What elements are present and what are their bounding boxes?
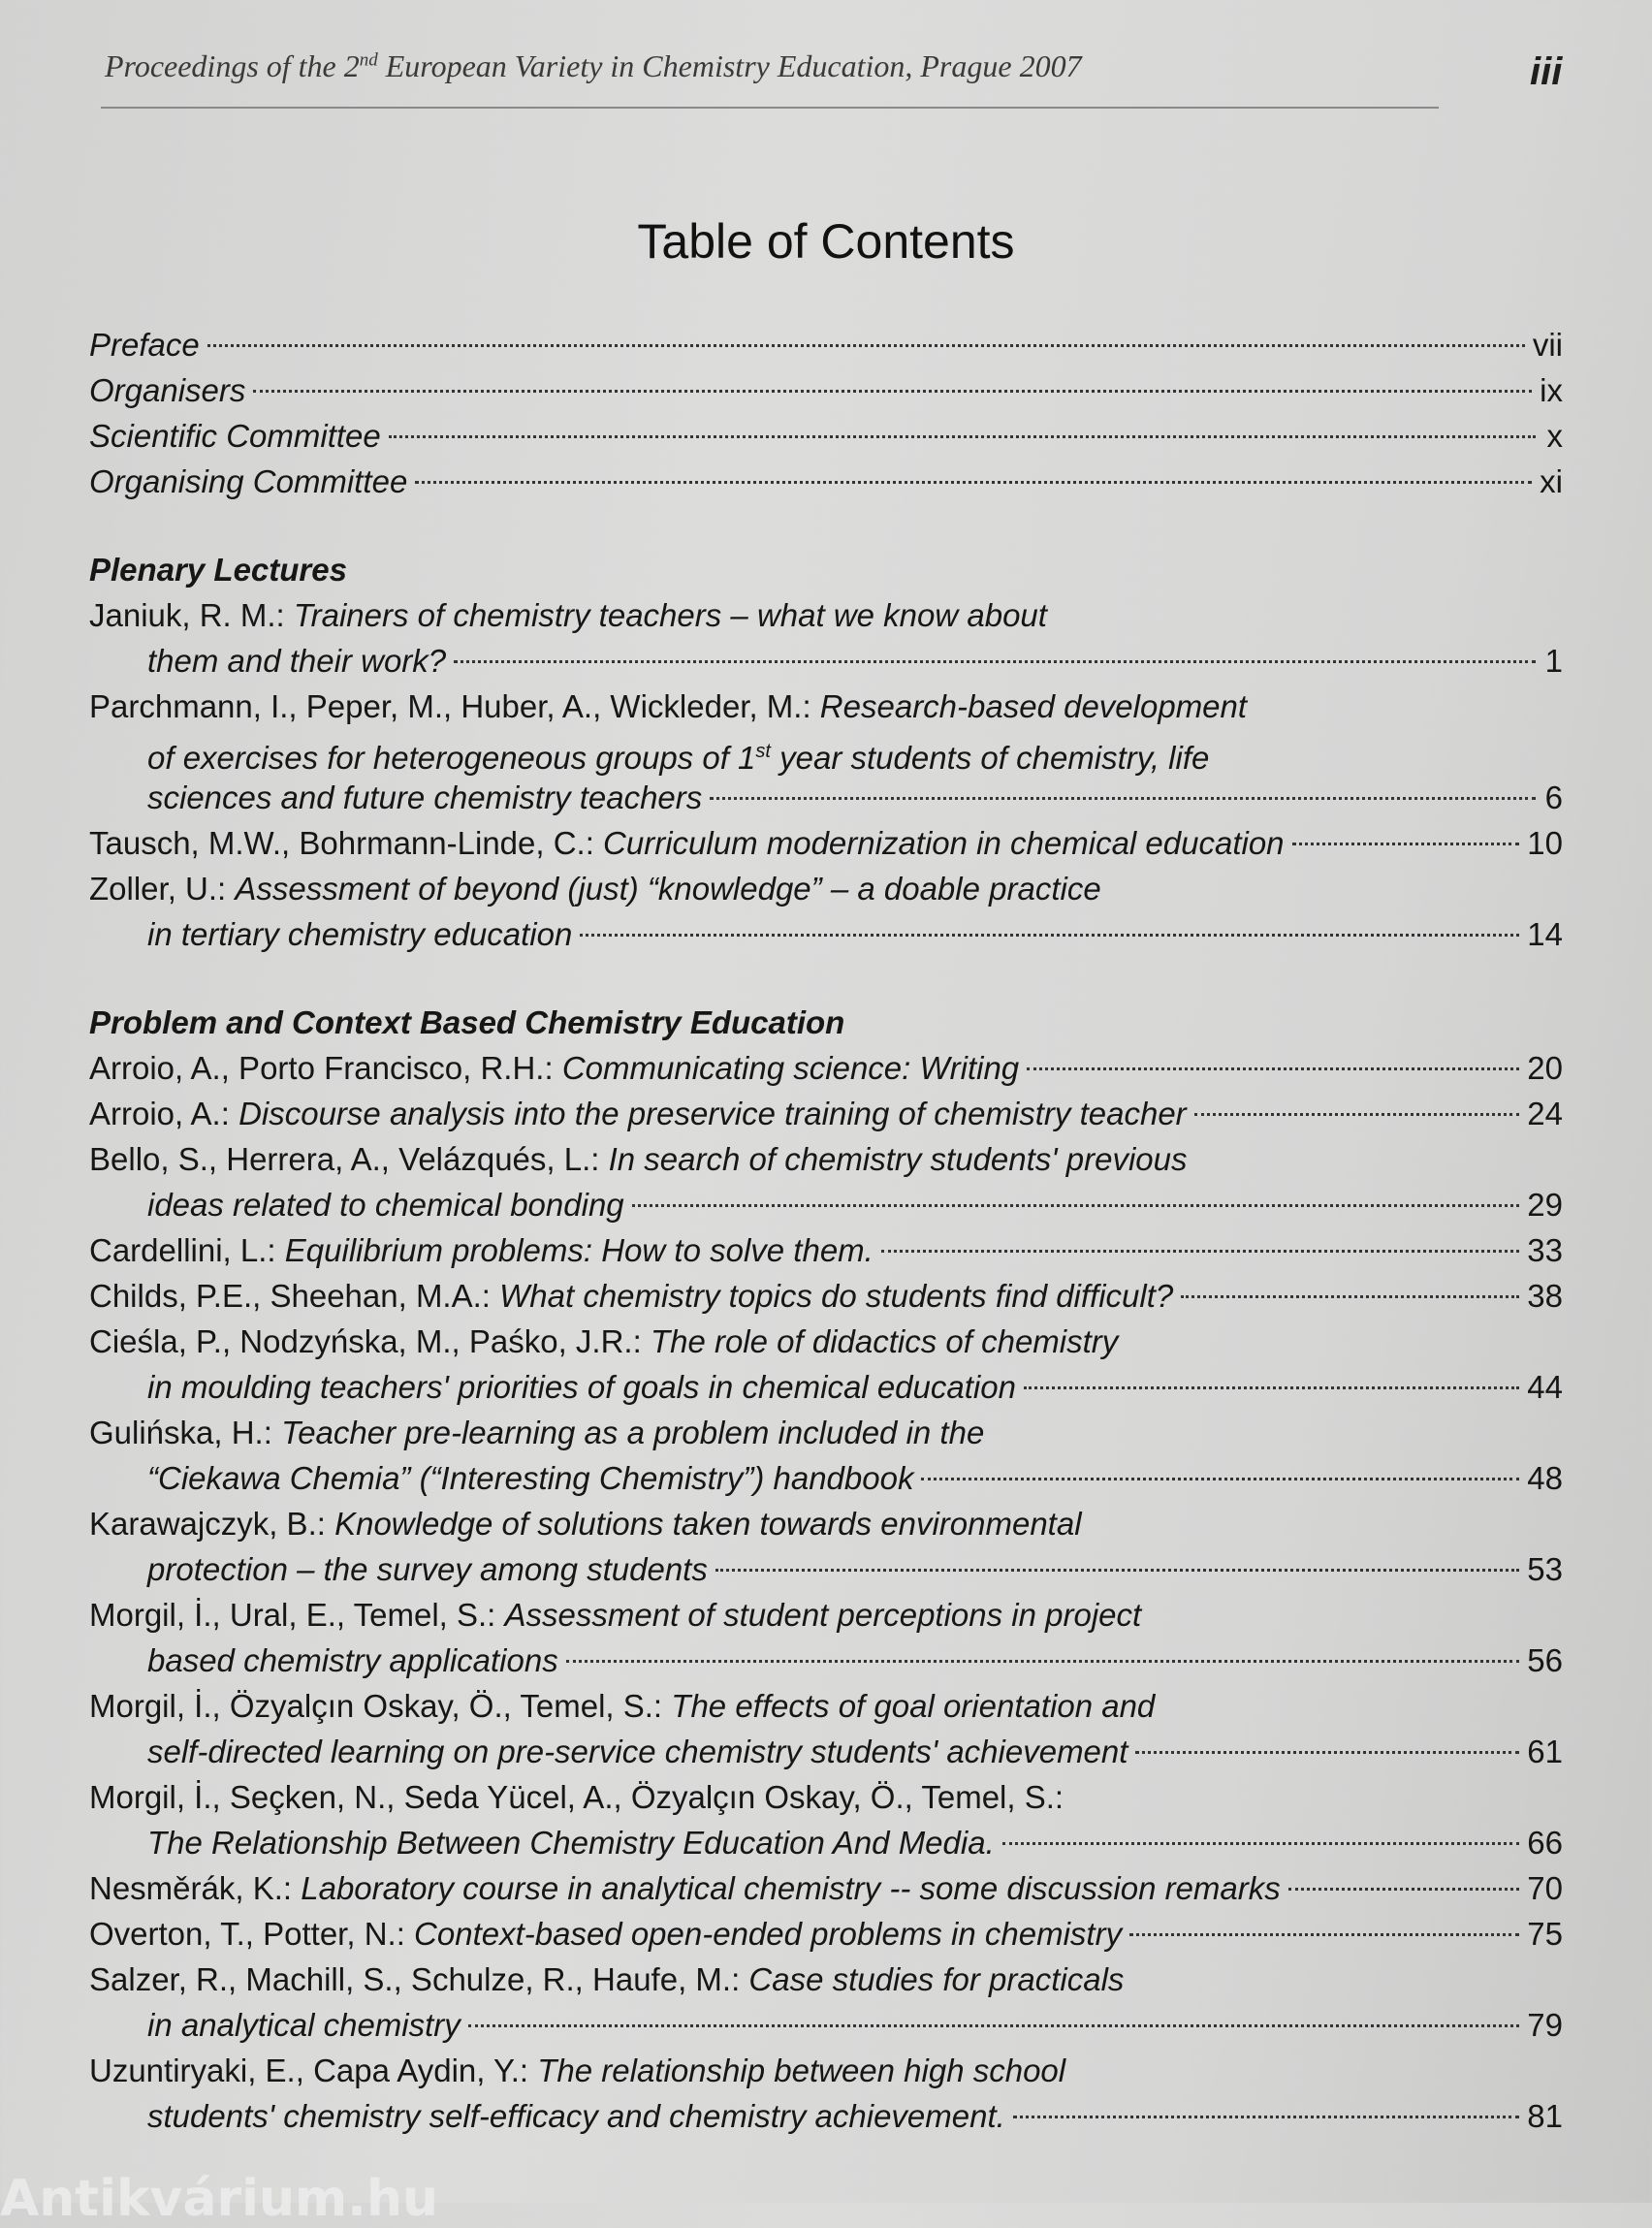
entry-title-line: students' chemistry self-efficacy and chemistry achievement. (147, 2098, 1005, 2134)
toc-page-number: ix (1540, 372, 1563, 408)
entry-authors: Parchmann, I., Peper, M., Huber, A., Wickleder, M.: (89, 688, 820, 724)
toc-line (89, 2093, 1563, 2139)
header-rule (101, 107, 1439, 109)
toc-entry-text (89, 413, 381, 459)
toc-page-number: 38 (1527, 1278, 1563, 1314)
toc-line (89, 1455, 1563, 1501)
entry-authors: Morgil, İ., Özyalçın Oskay, Ö., Temel, S.: (89, 1688, 672, 1724)
toc-line (89, 1592, 1563, 1638)
dot-leader (1129, 1933, 1519, 1936)
dot-leader (454, 660, 1536, 663)
toc-entry-text (147, 2093, 1005, 2139)
entry-title-line: The Relationship Between Chemistry Education And Media. (147, 1825, 995, 1861)
toc-line (89, 592, 1563, 638)
entry-title-line: Case studies for practicals (748, 1961, 1125, 1997)
entry-title-line: Laboratory course in analytical chemistry -- some discussion remarks (301, 1870, 1281, 1906)
toc-entry-text (89, 1865, 1281, 1911)
entry-title-line: based chemistry applications (147, 1642, 558, 1678)
entry-authors: Nesměrák, K.: (89, 1870, 302, 1906)
entry-title-line: The effects of goal orientation and (671, 1688, 1156, 1724)
entry-title-line: Curriculum modernization in chemical education (603, 825, 1285, 861)
toc-entry-text (89, 1592, 1141, 1638)
dot-leader (1181, 1295, 1519, 1298)
toc-entry-text (89, 820, 1285, 866)
toc-entry-text (89, 684, 1247, 729)
dot-leader (580, 934, 1519, 937)
toc-entry-text (147, 911, 572, 957)
entry-title-line: ideas related to chemical bonding (147, 1187, 624, 1223)
toc-page-number: xi (1540, 463, 1563, 499)
toc-line (89, 820, 1563, 866)
running-header: Proceedings of the 2nd European Variety in Chemistry Education, Prague 2007 (105, 48, 1082, 83)
toc-line (89, 1227, 1563, 1273)
toc-entry-text (89, 459, 407, 504)
toc-entry-title: Organisers (89, 372, 246, 408)
toc-page-number: 20 (1527, 1050, 1563, 1086)
toc-line (89, 1091, 1563, 1136)
entry-authors: Tausch, M.W., Bohrmann-Linde, C.: (89, 825, 604, 861)
toc-page-number: 66 (1527, 1825, 1563, 1861)
toc-line (89, 2048, 1563, 2093)
toc-entry-text (89, 367, 245, 413)
entry-title-line: in analytical chemistry (147, 2007, 461, 2043)
entry-title-line: them and their work? (147, 643, 447, 679)
toc-page-number: 56 (1527, 1642, 1563, 1678)
toc-entry-text (89, 1227, 874, 1273)
entry-title-line: Context-based open-ended problems in chemistry (414, 1916, 1123, 1952)
toc-page-number: x (1546, 418, 1563, 454)
toc-entry-text (147, 1820, 995, 1865)
dot-leader (1194, 1113, 1520, 1116)
toc-line (89, 638, 1563, 684)
toc-entry-text (147, 638, 446, 684)
toc-line (89, 1729, 1563, 1774)
entry-authors: Bello, S., Herrera, A., Velázqués, L.: (89, 1141, 609, 1177)
entry-authors: Arroio, A.: (89, 1096, 239, 1131)
entry-title-line: Assessment of beyond (just) “knowledge” – a doable practice (235, 871, 1101, 907)
toc-page-number: 70 (1527, 1870, 1563, 1906)
toc-page-number: 61 (1527, 1734, 1563, 1769)
entry-title-line: The relationship between high school (537, 2053, 1066, 2088)
toc-entry-text (147, 1638, 558, 1683)
toc-entry-text (89, 1045, 1019, 1091)
toc-page-number: 14 (1527, 916, 1563, 952)
entry-authors: Uzuntiryaki, E., Capa Aydin, Y.: (89, 2053, 538, 2088)
toc-entry-text (89, 866, 1101, 911)
entry-title-line: self-directed learning on pre-service chemistry students' achievement (147, 1734, 1128, 1769)
toc-entry-text (89, 1957, 1124, 2002)
entry-authors: Arroio, A., Porto Francisco, R.H.: (89, 1050, 562, 1086)
entry-title-line: In search of chemistry students' previous (608, 1141, 1188, 1177)
toc-entry-text (147, 1364, 1016, 1410)
toc-line (89, 413, 1563, 459)
toc-line (89, 866, 1563, 911)
toc-entry-text (89, 1136, 1188, 1182)
toc-entry-text (147, 1546, 708, 1592)
dot-leader (253, 390, 1532, 393)
entry-authors: Childs, P.E., Sheehan, M.A.: (89, 1278, 500, 1314)
entry-authors: Cieśla, P., Nodzyńska, M., Paśko, J.R.: (89, 1323, 651, 1359)
toc-line (89, 1774, 1563, 1820)
toc-entry-text (147, 729, 1209, 780)
entry-title-line: What chemistry topics do students find difficult? (499, 1278, 1174, 1314)
toc-line (89, 1957, 1563, 2002)
toc-entry-text (89, 1091, 1187, 1136)
toc-entry-text (89, 1774, 1064, 1820)
entry-title-line: Knowledge of solutions taken towards environmental (334, 1506, 1082, 1542)
toc-entry-text (89, 1410, 984, 1455)
toc-entry-text (89, 322, 200, 367)
toc-line (89, 729, 1563, 775)
toc-page-number: 44 (1527, 1369, 1563, 1405)
toc-entry-title: Preface (89, 327, 200, 363)
dot-leader (468, 2024, 1520, 2027)
toc-entry-text (147, 1182, 624, 1227)
toc-page-number: 75 (1527, 1916, 1563, 1952)
entry-title-line: The role of didactics of chemistry (650, 1323, 1119, 1359)
entry-title-line: protection – the survey among students (147, 1551, 708, 1587)
dot-leader (1024, 1386, 1519, 1389)
entry-authors: Salzer, R., Machill, S., Schulze, R., Haufe, M.: (89, 1961, 749, 1997)
toc-entry-text (89, 1273, 1173, 1319)
toc-entry-text (147, 775, 702, 820)
toc-line (89, 459, 1563, 504)
entry-authors: Cardellini, L.: (89, 1232, 285, 1268)
entry-title-line: “Ciekawa Chemia” (“Interesting Chemistry”) handbook (147, 1460, 914, 1496)
entry-authors: Zoller, U.: (89, 871, 236, 907)
toc-entry-text (147, 2002, 461, 2048)
entry-authors: Karawajczyk, B.: (89, 1506, 335, 1542)
toc-entry-text (89, 1319, 1118, 1364)
entry-title-line: Assessment of student perceptions in project (504, 1597, 1142, 1633)
entry-title-line: Equilibrium problems: How to solve them. (284, 1232, 874, 1268)
toc-line (89, 1865, 1563, 1911)
toc-page-number: 6 (1544, 780, 1563, 815)
toc-entry-title: Scientific Committee (89, 418, 381, 454)
section-heading: Problem and Context Based Chemistry Education (89, 1004, 845, 1040)
dot-leader (715, 1569, 1519, 1572)
toc-entry-title: Organising Committee (89, 463, 408, 499)
toc-line (89, 367, 1563, 413)
toc-page-number: 81 (1527, 2098, 1563, 2134)
page-number: iii (1530, 50, 1563, 93)
toc-line (89, 1319, 1563, 1364)
dot-leader (1002, 1842, 1520, 1845)
toc-entry-text (89, 1911, 1122, 1957)
toc-line (89, 322, 1563, 367)
entry-title-line: Research-based development (819, 688, 1248, 724)
toc-page-number: 29 (1527, 1187, 1563, 1223)
toc-page-number: 33 (1527, 1232, 1563, 1268)
dot-leader (710, 797, 1536, 800)
toc-entry-text (89, 592, 1047, 638)
dot-leader (1027, 1067, 1519, 1070)
dot-leader (632, 1204, 1520, 1207)
toc-line (89, 1364, 1563, 1410)
toc-line (89, 1501, 1563, 1546)
toc-line (89, 1045, 1563, 1091)
toc-page-number: 48 (1527, 1460, 1563, 1496)
toc-entry-text (89, 1683, 1155, 1729)
toc-page-number: 10 (1527, 825, 1563, 861)
dot-leader (1288, 1888, 1520, 1891)
toc-line (89, 684, 1563, 729)
entry-title-line: Communicating science: Writing (561, 1050, 1020, 1086)
toc-line (89, 1911, 1563, 1957)
toc-line (89, 1683, 1563, 1729)
entry-authors: Janiuk, R. M.: (89, 597, 294, 633)
watermark: Antikvárium.hu (0, 2170, 438, 2228)
entry-title-line: in moulding teachers' priorities of goals in chemical education (147, 1369, 1016, 1405)
toc-page-number: 24 (1527, 1096, 1563, 1131)
dot-leader (207, 344, 1525, 347)
toc-entry-text (89, 1501, 1082, 1546)
dot-leader (1292, 843, 1520, 845)
toc-page-number: 79 (1527, 2007, 1563, 2043)
dot-leader (566, 1660, 1520, 1663)
toc-line (89, 911, 1563, 957)
table-of-contents (89, 322, 1563, 2139)
dot-leader (389, 435, 1536, 438)
entry-title-line: Teacher pre-learning as a problem included in the (281, 1415, 985, 1450)
toc-page-number: vii (1532, 327, 1563, 363)
toc-line (89, 1546, 1563, 1592)
toc-page-number: 1 (1544, 643, 1563, 679)
toc-entry-text (147, 1455, 913, 1501)
toc-line (89, 1820, 1563, 1865)
entry-title-line: sciences and future chemistry teachers (147, 780, 703, 815)
dot-leader (415, 481, 1532, 484)
dot-leader (1013, 2116, 1519, 2118)
toc-line (89, 1182, 1563, 1227)
entry-title-line: Discourse analysis into the preservice training of chemistry teacher (238, 1096, 1187, 1131)
toc-entry-text (147, 1729, 1128, 1774)
page-title: Table of Contents (637, 214, 1015, 269)
entry-title-line: Trainers of chemistry teachers – what we know about (293, 597, 1047, 633)
dot-leader (921, 1478, 1519, 1480)
toc-line (89, 1136, 1563, 1182)
entry-authors: Gulińska, H.: (89, 1415, 282, 1450)
dot-leader (881, 1250, 1519, 1253)
entry-authors: Morgil, İ., Seçken, N., Seda Yücel, A., Özyalçın Oskay, Ö., Temel, S.: (89, 1779, 1064, 1815)
entry-title-line: of exercises for heterogeneous groups of 1st year students of chemistry, life (147, 740, 1210, 776)
dot-leader (1135, 1751, 1519, 1754)
toc-line (89, 775, 1563, 820)
toc-line (89, 1410, 1563, 1455)
section-heading: Plenary Lectures (89, 552, 347, 588)
toc-line (89, 2002, 1563, 2048)
toc-page-number: 53 (1527, 1551, 1563, 1587)
toc-entry-text (89, 2048, 1065, 2093)
entry-authors: Overton, T., Potter, N.: (89, 1916, 415, 1952)
entry-authors: Morgil, İ., Ural, E., Temel, S.: (89, 1597, 505, 1633)
entry-title-line: in tertiary chemistry education (147, 916, 573, 952)
toc-line (89, 1638, 1563, 1683)
toc-line (89, 1273, 1563, 1319)
